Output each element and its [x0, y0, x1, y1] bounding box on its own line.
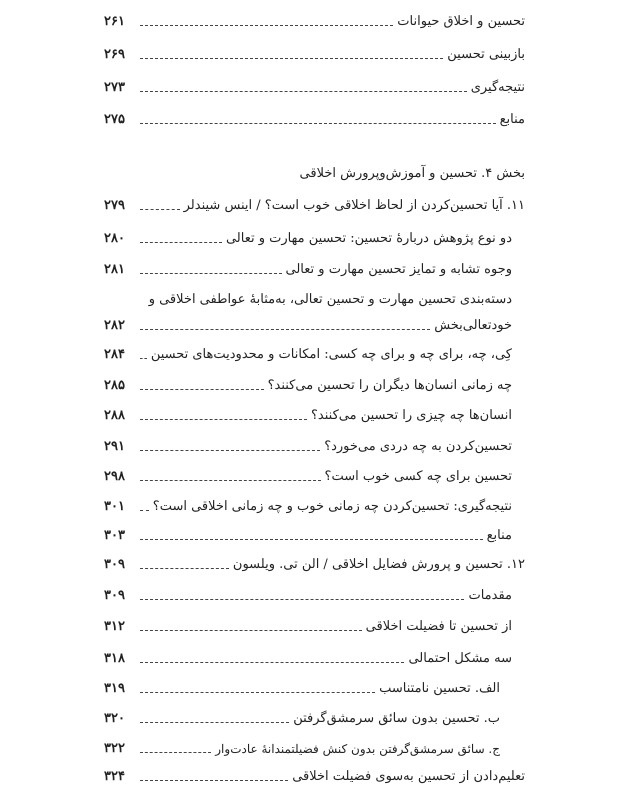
dotted-leader: [140, 568, 229, 569]
toc-page-number: ۳۲۲: [104, 741, 125, 756]
toc-entry-title: ج. سائق سرمشق‌گرفتن بدون کنش فضیلتمندانهٔ عادت‌وار: [215, 742, 500, 756]
toc-entry[interactable]: [0, 9, 640, 35]
dotted-leader: [140, 58, 443, 59]
toc-entry-title: وجوه تشابه و تمایز تحسین مهارت و تعالی: [285, 262, 512, 277]
dotted-leader: [140, 273, 282, 274]
dotted-leader: [140, 329, 430, 330]
toc-page-number: ۳۰۹: [104, 588, 125, 603]
toc-page-number: ۳۰۹: [104, 557, 125, 572]
toc-page-number: ۲۸۲: [104, 318, 125, 333]
dotted-leader: [140, 780, 288, 781]
toc-entry-title: کِی، چه، برای چه و برای چه کسی: امکانات و محدودیت‌های تحسین: [150, 347, 512, 362]
dotted-leader: [140, 752, 211, 753]
toc-page-number: ۳۰۱: [104, 499, 125, 514]
dotted-leader: [140, 91, 467, 92]
toc-entry[interactable]: [0, 764, 640, 790]
toc-entry-title: منابع: [486, 528, 512, 543]
section-heading: [0, 161, 640, 187]
toc-entry-title: تحسین و اخلاق حیوانات: [397, 14, 525, 29]
toc-entry[interactable]: [0, 583, 640, 609]
dotted-leader: [140, 599, 464, 600]
toc-entry[interactable]: [0, 646, 640, 672]
dotted-leader: [140, 510, 149, 511]
toc-page-number: ۲۸۸: [104, 408, 125, 423]
toc-page-number: ۲۷۹: [104, 198, 125, 213]
toc-entry-title: خودتعالی‌بخش: [434, 318, 512, 333]
toc-entry[interactable]: [0, 373, 640, 399]
toc-page-number: ۲۷۵: [104, 112, 125, 127]
dotted-leader: [140, 630, 362, 631]
toc-page-number: ۲۶۹: [104, 47, 125, 62]
toc-entry-wrapped-line: [0, 287, 640, 313]
toc-entry-title: دو نوع پژوهش دربارهٔ تحسین: تحسین مهارت و تعالی: [225, 231, 512, 246]
toc-entry[interactable]: [0, 552, 640, 578]
toc-page-number: ۲۹۱: [104, 439, 125, 454]
toc-entry-title: نتیجه‌گیری: تحسین‌کردن چه زمانی خوب و چه زمانی اخلاقی است؟: [152, 499, 512, 514]
toc-page-number: ۳۱۸: [104, 651, 125, 666]
dotted-leader: [140, 358, 147, 359]
toc-page-number: ۳۰۳: [104, 528, 125, 543]
toc-page-number: ۲۸۵: [104, 378, 125, 393]
dotted-leader: [140, 25, 393, 26]
toc-entry[interactable]: [0, 676, 640, 702]
toc-page-number: ۲۹۸: [104, 469, 125, 484]
toc-entry-title: ب. تحسین بدون سائق سرمشق‌گرفتن: [293, 711, 500, 726]
toc-entry-title: مقدمات: [468, 588, 512, 603]
toc-page-number: ۲۸۱: [104, 262, 125, 277]
toc-entry-title: نتیجه‌گیری: [470, 80, 525, 95]
dotted-leader: [140, 480, 321, 481]
section-heading-text: بخش ۴. تحسین و آموزش‌وپرورش اخلاقی: [299, 166, 525, 181]
toc-page-number: ۲۷۳: [104, 80, 125, 95]
toc-page-number: ۳۱۹: [104, 681, 125, 696]
toc-entry-title: تعلیم‌دادن از تحسین به‌سوی فضیلت اخلاقی: [292, 769, 525, 784]
toc-entry-title: از تحسین تا فضیلت اخلاقی: [365, 619, 512, 634]
toc-entry[interactable]: [0, 42, 640, 68]
toc-entry-title: منابع: [499, 112, 525, 127]
toc-entry-title: تحسین برای چه کسی خوب است؟: [324, 469, 512, 484]
dotted-leader: [140, 722, 289, 723]
dotted-leader: [140, 692, 375, 693]
toc-entry-title: انسان‌ها چه چیزی را تحسین می‌کنند؟: [311, 408, 512, 423]
toc-entry[interactable]: [0, 706, 640, 732]
toc-entry[interactable]: [0, 736, 640, 762]
toc-entry-title: ۱۲. تحسین و پرورش فضایل اخلاقی / الن تی. ویلسون: [232, 557, 525, 572]
toc-entry[interactable]: [0, 434, 640, 460]
toc-page-number: ۲۶۱: [104, 14, 125, 29]
dotted-leader: [140, 209, 180, 210]
toc-page-number: ۳۱۲: [104, 619, 125, 634]
dotted-leader: [140, 389, 264, 390]
toc-entry[interactable]: [0, 342, 640, 368]
toc-entry-title: الف. تحسین نامتناسب: [379, 681, 500, 696]
dotted-leader: [140, 450, 320, 451]
toc-page-number: ۲۸۴: [104, 347, 125, 362]
toc-entry[interactable]: [0, 75, 640, 101]
toc-entry[interactable]: [0, 226, 640, 252]
toc-page-number: ۳۲۴: [104, 769, 125, 784]
toc-entry-title: بازبینی تحسین: [447, 47, 525, 62]
toc-entry[interactable]: [0, 403, 640, 429]
toc-entry[interactable]: [0, 494, 640, 520]
toc-entry[interactable]: [0, 523, 640, 549]
dotted-leader: [140, 662, 404, 663]
toc-entry[interactable]: [0, 107, 640, 133]
dotted-leader: [140, 242, 222, 243]
toc-entry[interactable]: [0, 614, 640, 640]
dotted-leader: [140, 419, 307, 420]
toc-entry[interactable]: [0, 193, 640, 219]
dotted-leader: [140, 123, 496, 124]
toc-entry-title: ۱۱. آیا تحسین‌کردن از لحاظ اخلاقی خوب است؟ / اینس شیندلر: [183, 198, 525, 213]
dotted-leader: [140, 539, 483, 540]
toc-page-number: ۳۲۰: [104, 711, 125, 726]
toc-entry-title: چه زمانی انسان‌ها دیگران را تحسین می‌کنند؟: [267, 378, 512, 393]
toc-entry[interactable]: [0, 313, 640, 339]
toc-entry[interactable]: [0, 257, 640, 283]
toc-entry-title-line: دسته‌بندی تحسین مهارت و تحسین تعالی، به‌مثابهٔ عواطفی اخلاقی و: [148, 292, 512, 307]
toc-entry-title: سه مشکل احتمالی: [408, 651, 512, 666]
toc-entry-title: تحسین‌کردن به چه دردی می‌خورد؟: [324, 439, 512, 454]
toc-entry[interactable]: [0, 464, 640, 490]
toc-page-number: ۲۸۰: [104, 231, 125, 246]
